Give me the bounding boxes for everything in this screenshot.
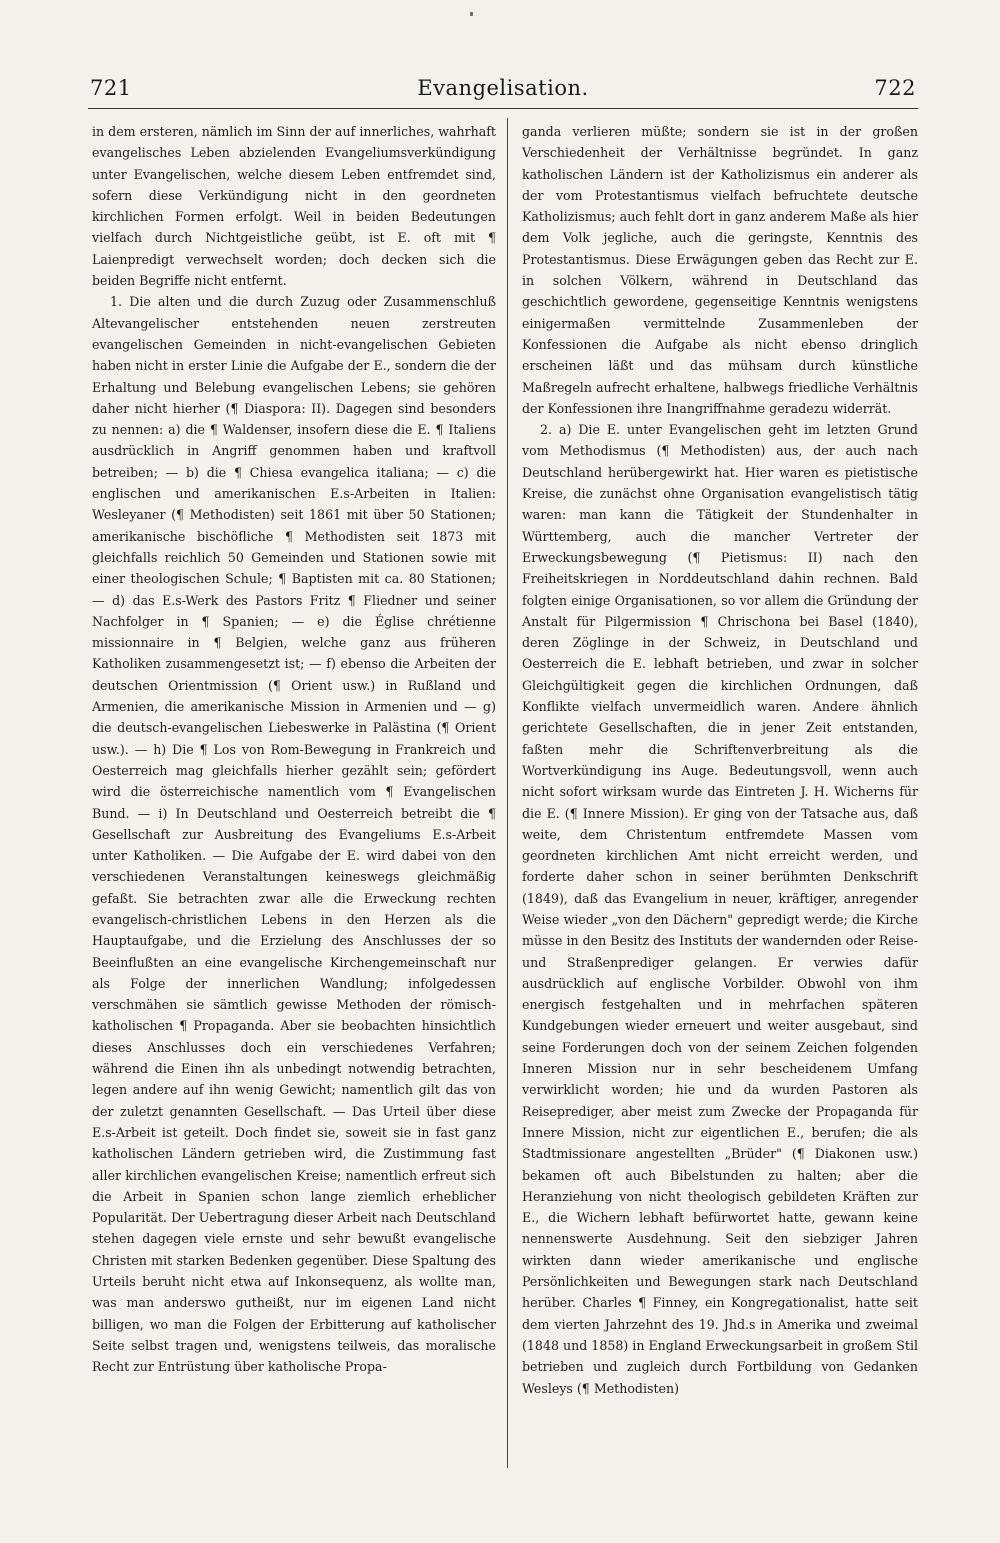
column-divider [507, 118, 508, 1468]
print-speck [470, 12, 473, 16]
running-title: Evangelisation. [417, 76, 589, 100]
right-paragraph-2: 2. a) Die E. unter Evangelischen geht im letzten Grund vom Methodismus (¶ Methodisten) aus, der auch nach Deutschland herübergewirkt hat. Hier waren es pietistische Kreise, die zunächst ohne Organisation evangelistisch tätig waren: man kann die Tätigkeit der Stundenhalter in Württemberg, auch die mancher Vertreter der Erweckungsbewegung (¶ Pietismus: II) nach den Freiheitskriegen in Norddeutschland dahin rechnen. Bald folgten einige Organisationen, so vor allem die Gründung der Anstalt für Pilgermission ¶ Chrischona bei Basel (1840), deren Zöglinge in der Schweiz, in Deutschland und Oesterreich die E. lebhaft betrieben, und zwar in solcher Gleichgültigkeit gegen die kirchlichen Ordnungen, daß Konflikte vielfach unvermeidlich waren. Andere ähnlich gerichtete Gesellschaften, die in jener Zeit entstanden, faßten mehr die Schriftenverbreitung als die Wortverkündigung ins Auge. Bedeutungsvoll, wenn auch nicht sofort wirksam wurde das Eintreten J. H. Wicherns für die E. (¶ Innere Mission). Er ging von der Tatsache aus, daß weite, dem Christentum entfremdete Massen vom geordneten kirchlichen Amt nicht erreicht werden, und forderte daher schon in seiner berühmten Denkschrift (1849), daß das Evangelium in neuer, kräftiger, anregender Weise wieder „von den Dächern" gepredigt werde; die Kirche müsse in den Besitz des Instituts der wandernden oder Reise- und Straßenprediger gelangen. Er verwies dafür ausdrücklich auf englische Vorbilder. Obwohl von ihm energisch festgehalten und in mehrfachen späteren Kundgebungen wieder erneuert und weiter ausgebaut, sind seine Forderungen doch von der seinem Zeichen folgenden Inneren Mission nur in sehr bescheidenem Umfang verwirklicht worden; hie und da wurden Pastoren als Reiseprediger, aber meist zum Zwecke der Propaganda für Innere Mission, nicht zur eigentlichen E., berufen; die als Stadtmissionare angestellten „Brüder" (¶ Diakonen usw.) bekamen oft auch Bibelstunden zu halten; aber die Heranziehung von nicht theologisch gebildeten Kräften zur E., die Wichern lebhaft befürwortet hatte, gewann keine nennenswerte Ausdehnung. Seit den siebziger Jahren wirkten dann wieder amerikanische und englische Persönlichkeiten und Bewegungen stark nach Deutschland herüber. Charles ¶ Finney, ein Kongregationalist, hatte seit dem vierten Jahrzehnt des 19. Jhd.s in Amerika und zweimal (1848 und 1858) in England Erweckungsarbeit in großem Stil betrieben und zugleich durch Fortbildung von Gedanken Wesleys (¶ Methodisten) [522, 422, 918, 1396]
left-paragraph-2: 1. Die alten und die durch Zuzug oder Zusammenschluß Altevangelischer entstehenden neuen zerstreuten evangelischen Gemeinden in nicht-evangelischen Gebieten haben nicht in erster Linie die Aufgabe der E., sondern die der Erhaltung und Belebung evangelischen Lebens; sie gehören daher nicht hierher (¶ Diaspora: II). Dagegen sind besonders zu nennen: a) die ¶ Waldenser, insofern diese die E. ¶ Italiens ausdrücklich in Angriff genommen haben und kraftvoll betreiben; — b) die ¶ Chiesa evangelica italiana; — c) die englischen und amerikanischen E.s-Arbeiten in Italien: Wesleyaner (¶ Methodisten) seit 1861 mit über 50 Stationen; amerikanische bischöfliche ¶ Methodisten seit 1873 mit gleichfalls reichlich 50 Gemeinden und Stationen sowie mit einer theologischen Schule; ¶ Baptisten mit ca. 80 Stationen; — d) das E.s-Werk des Pastors Fritz ¶ Fliedner und seiner Nachfolger in ¶ Spanien; — e) die Église chrétienne missionnaire in ¶ Belgien, welche ganz aus früheren Katholiken zusammengesetzt ist; — f) ebenso die Arbeiten der deutschen Orientmission (¶ Orient usw.) in Rußland und Armenien, die amerikanische Mission in Armenien und — g) die deutsch-evangelischen Liebeswerke in Palästina (¶ Orient usw.). — h) Die ¶ Los von Rom-Bewegung in Frankreich und Oesterreich mag gleichfalls hierher gezählt sein; gefördert wird die österreichische namentlich vom ¶ Evangelischen Bund. — i) In Deutschland und Oesterreich betreibt die ¶ Gesellschaft zur Ausbreitung des Evangeliums E.s-Arbeit unter Katholiken. — Die Aufgabe der E. wird dabei von den verschiedenen Veranstaltungen keineswegs gleichmäßig gefaßt. Sie betrachten zwar alle die Erweckung rechten evangelisch-christlichen Lebens in den Herzen als die Hauptaufgabe, und die Erzielung des Anschlusses der so Beeinflußten an eine evangelische Kirchengemeinschaft nur als Folge der innerlichen Wandlung; infolgedessen verschmähen sie sämtlich gewisse Methoden der römisch-katholischen ¶ Propaganda. Aber sie beobachten hinsichtlich dieses Anschlusses doch ein verschiedenes Verfahren; während die Einen ihn als unbedingt notwendig betrachten, legen andere auf ihn wenig Gewicht; namentlich gilt das von der zuletzt genannten Gesellschaft. — Das Urteil über diese E.s-Arbeit ist geteilt. Doch findet sie, soweit sie in fast ganz katholischen Ländern getrieben wird, die Zustimmung fast aller kirchlichen evangelischen Kreise; namentlich erfreut sich die Arbeit in Spanien schon lange ziemlich erheblicher Popularität. Der Uebertragung dieser Arbeit nach Deutschland stehen dagegen viele ernste und sehr bewußt evangelische Christen mit starken Bedenken gegenüber. Diese Spaltung des Urteils beruht nicht etwa auf Inkonsequenz, als wollte man, was man anderswo gutheißt, nur im eigenen Land nicht billigen, wo man die Folgen der Erbitterung auf katholischer Seite selbst tragen und, wenigstens teilweis, das moralische Recht zur Entrüstung über katholische Propa- [92, 294, 496, 1375]
right-column [522, 121, 918, 1399]
page-number-left: 721 [90, 76, 132, 100]
page-number-right: 722 [874, 76, 916, 100]
left-paragraph-1: in dem ersteren, nämlich im Sinn der auf innerliches, wahrhaft evangelisches Leben abzielenden Evangeliumsverkündigung unter Evangelischen, welche diesem Leben entfremdet sind, sofern diese Verkündigung nicht in den geordneten kirchlichen Formen erfolgt. Weil in beiden Bedeutungen vielfach durch Nichtgeistliche geübt, ist E. oft mit ¶ Laienpredigt verwechselt worden; doch decken sich die beiden Begriffe nicht entfernt. [92, 124, 496, 289]
running-header [88, 72, 918, 106]
left-column [92, 121, 496, 1378]
header-rule [88, 108, 918, 109]
right-paragraph-1: ganda verlieren müßte; sondern sie ist in der großen Verschiedenheit der Verhältnisse begründet. In ganz katholischen Ländern ist der Katholizismus ein anderer als der vom Protestantismus vielfach befruchtete deutsche Katholizismus; auch fehlt dort in ganz anderem Maße als hier dem Volk jegliche, auch die geringste, Kenntnis des Protestantismus. Diese Erwägungen geben das Recht zur E. in solchen Völkern, während in Deutschland das geschichtlich gewordene, gegenseitige Kenntnis wenigstens einigermaßen vermittelnde Zusammenleben der Konfessionen die Aufgabe als nicht ebenso dringlich erscheinen läßt und das mühsam durch künstliche Maßregeln aufrecht erhaltene, halbwegs friedliche Verhältnis der Konfessionen ihre Inangriffnahme geradezu widerrät. [522, 124, 918, 416]
